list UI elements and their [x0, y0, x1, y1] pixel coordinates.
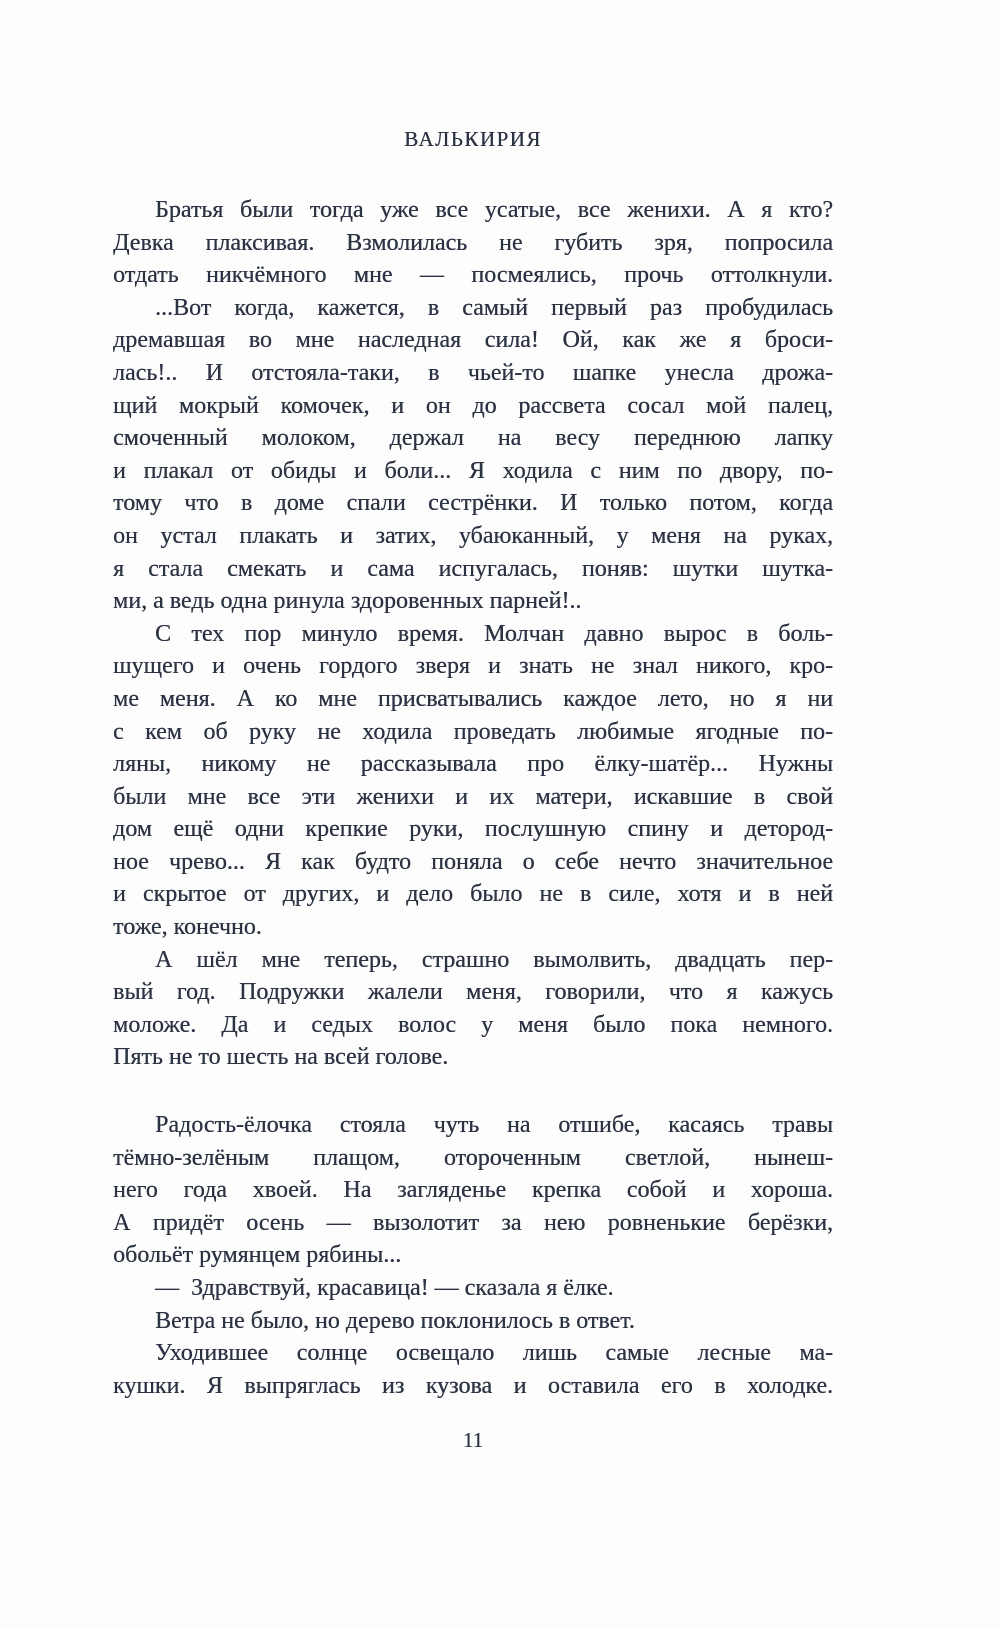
text-line: тёмно-зелёным плащом, отороченным светлой, нынеш- — [113, 1144, 833, 1171]
paragraph — [113, 618, 833, 944]
text-line: шущего и очень гордого зверя и знать не знал никого, кро- — [113, 653, 833, 680]
paragraph — [113, 194, 833, 292]
paragraph — [113, 1305, 833, 1338]
text-line: Братья были тогда уже все усатые, все женихи. А я кто? — [155, 197, 833, 223]
text-line: с кем об руку не ходила проведать любимые ягодные по- — [113, 718, 833, 745]
paragraph — [113, 1272, 833, 1305]
text-line: А придёт осень — вызолотит за нею ровненькие берёзки, — [113, 1209, 833, 1236]
text-line: тоже, конечно. — [113, 914, 262, 941]
text-line: ляны, никому не рассказывала про ёлку-шатёр... Нужны — [113, 751, 833, 778]
text-line: Ветра не было, но дерево поклонилось в ответ. — [155, 1307, 635, 1334]
text-line: него года хвоей. На загляденье крепка собой и хороша. — [113, 1177, 833, 1204]
text-line: щий мокрый комочек, и он до рассвета сосал мой палец, — [113, 392, 833, 419]
text-line: вый год. Подружки жалели меня, говорили, что я кажусь — [113, 979, 833, 1006]
text-line: смоченный молоком, держал на весу переднюю лапку — [113, 425, 833, 452]
text-line: лась!.. И отстояла-таки, в чьей-то шапке унесла дрожа- — [113, 359, 833, 386]
paragraph — [113, 292, 833, 618]
page-number: 11 — [462, 1428, 484, 1452]
paragraph — [113, 1109, 833, 1272]
text-line: С тех пор минуло время. Молчан давно вырос в боль- — [155, 620, 833, 647]
text-line: — Здравствуй, красавица! — сказала я ёлке. — [155, 1275, 614, 1301]
text-line: Пять не то шесть на всей голове. — [113, 1044, 449, 1071]
body-text — [113, 194, 833, 1402]
text-line: были мне все эти женихи и их матери, искавшие в свой — [113, 783, 833, 810]
text-line: и скрытое от других, и дело было не в силе, хотя и в ней — [113, 881, 833, 908]
text-line: тому что в доме спали сестрёнки. И только потом, когда — [113, 490, 833, 517]
text-line: отдать никчёмного мне — посмеялись, прочь оттолкнули. — [113, 262, 833, 289]
text-line: дом ещё одни крепкие руки, послушную спину и детород- — [113, 816, 833, 843]
text-line: дремавшая во мне наследная сила! Ой, как же я броси- — [113, 327, 833, 354]
text-line: он устал плакать и затих, убаюканный, у меня на руках, — [113, 522, 833, 549]
text-line: ное чрево... Я как будто поняла о себе нечто значительное — [113, 848, 833, 875]
text-line: моложе. Да и седых волос у меня было пока немного. — [113, 1011, 833, 1038]
text-line: ми, а ведь одна ринула здоровенных парней!.. — [113, 588, 582, 615]
text-line: ...Вот когда, кажется, в самый первый раз пробудилась — [155, 294, 833, 321]
text-line: и плакал от обиды и боли... Я ходила с ним по двору, по- — [113, 457, 833, 484]
paragraph — [113, 1337, 833, 1402]
text-line: Радость-ёлочка стояла чуть на отшибе, касаясь травы — [155, 1112, 833, 1139]
paragraph — [113, 944, 833, 1074]
text-line: кушки. Я выпряглась из кузова и оставила его в холодке. — [113, 1372, 833, 1399]
text-line: Уходившее солнце освещало лишь самые лесные ма- — [155, 1340, 833, 1367]
text-line: обольёт румянцем рябины... — [113, 1242, 402, 1269]
text-line: я стала смекать и сама испугалась, поняв: шутки шутка- — [113, 555, 833, 582]
text-line: Девка плаксивая. Взмолилась не губить зря, попросила — [113, 229, 833, 256]
running-header: ВАЛЬКИРИЯ — [404, 127, 542, 151]
text-line: ме меня. А ко мне присватывались каждое лето, но я ни — [113, 685, 833, 712]
text-line: А шёл мне теперь, страшно вымолвить, двадцать пер- — [155, 946, 833, 973]
